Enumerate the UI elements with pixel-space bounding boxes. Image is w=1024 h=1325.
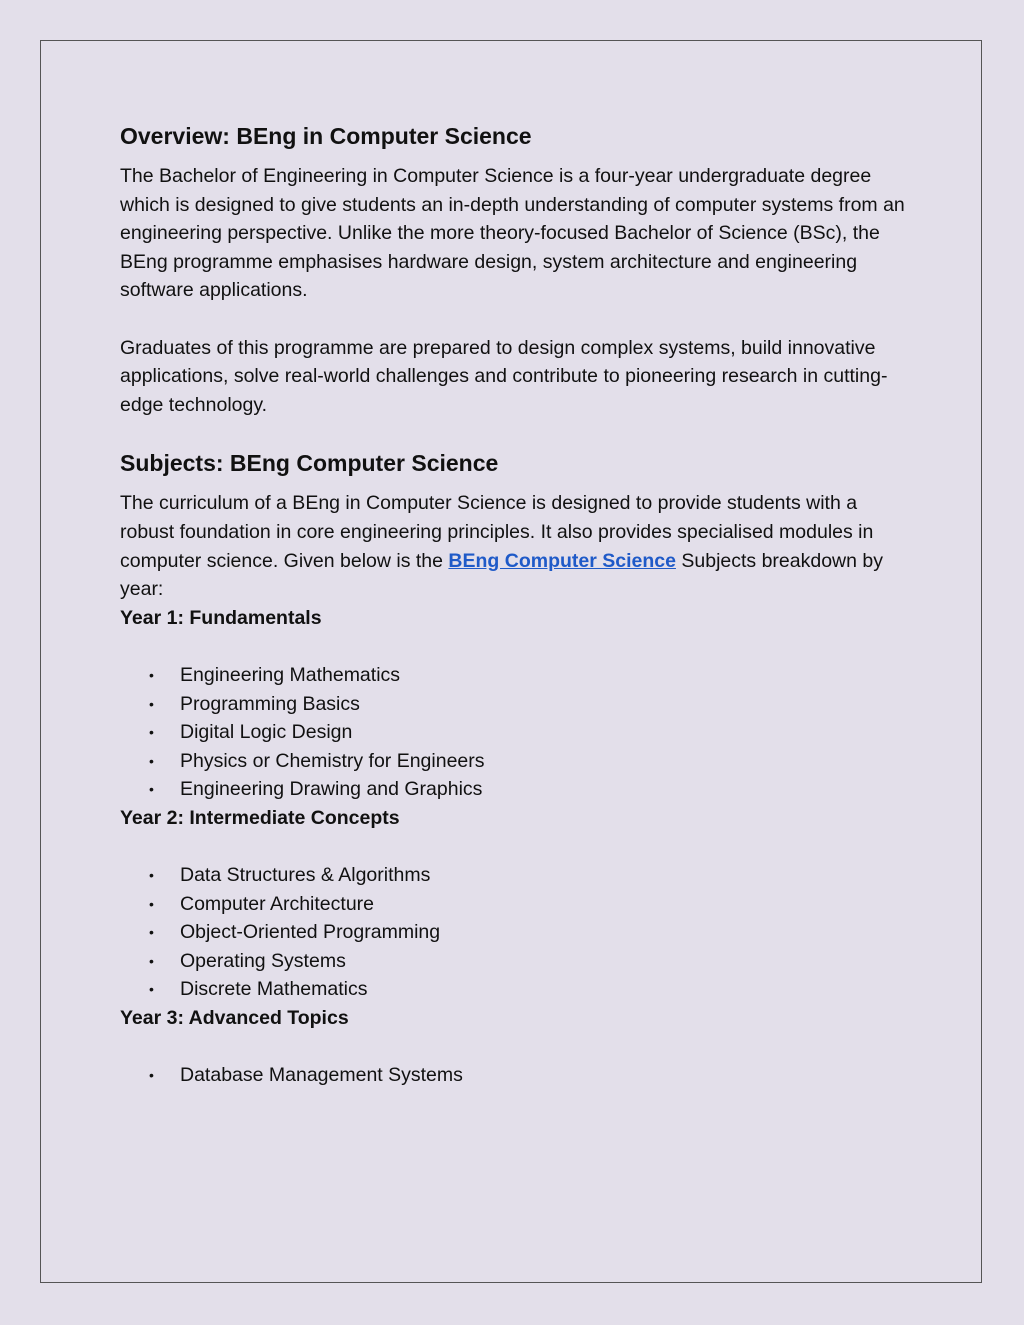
- overview-heading: Overview: BEng in Computer Science: [120, 123, 532, 149]
- bullet-icon: •: [149, 752, 154, 769]
- subject-list-item: [120, 1061, 910, 1090]
- subjects-heading: Subjects: BEng Computer Science: [120, 450, 499, 477]
- bullet-icon: •: [149, 781, 154, 798]
- subject-list-item: [120, 775, 910, 804]
- subject-name: Object-Oriented Programming: [180, 921, 441, 944]
- subjects-intro-text: The curriculum of a BEng in Computer Science is designed to provide students with a robust foundation in core engineering principles. It also provides specialised modules in computer science. Given below is the: [120, 492, 874, 572]
- bullet-icon: •: [149, 666, 154, 683]
- subject-name: Physics or Chemistry for Engineers: [180, 749, 485, 772]
- bullet-icon: •: [149, 952, 154, 969]
- subjects-intro: [120, 489, 910, 603]
- bullet-icon: •: [149, 695, 154, 712]
- subjects-intro-text-end: Subjects breakdown by year:: [120, 549, 883, 601]
- document-content: [120, 118, 910, 1090]
- subject-list-item: [120, 861, 910, 890]
- bullet-icon: •: [149, 895, 154, 912]
- subject-list-item: [120, 661, 910, 690]
- overview-paragraph-1: The Bachelor of Engineering in Computer Science is a four-year undergraduate degree which is designed to give students an in-depth understanding of computer systems from an engineering perspective. Unlike the more theory-focused Bachelor of Science (BSc), the BEng programme emphasises hardware design, system architecture and engineering software applications.: [120, 165, 905, 302]
- subject-name: Database Management Systems: [180, 1064, 463, 1087]
- subject-list-item: [120, 890, 910, 919]
- subject-name: Data Structures & Algorithms: [180, 864, 431, 887]
- overview-paragraph-2: Graduates of this programme are prepared to design complex systems, build innovative applications, solve real-world challenges and contribute to pioneering research in cutting-edge technology.: [120, 336, 888, 416]
- subject-name: Engineering Drawing and Graphics: [180, 778, 483, 801]
- subject-name: Programming Basics: [180, 692, 360, 715]
- subject-list: [120, 861, 910, 1004]
- subject-name: Digital Logic Design: [180, 721, 353, 744]
- subject-name: Engineering Mathematics: [180, 663, 401, 686]
- subject-list: [120, 1061, 910, 1090]
- bullet-icon: •: [149, 724, 154, 741]
- year-heading: Year 2: Intermediate Concepts: [120, 806, 400, 829]
- subject-list-item: [120, 975, 910, 1004]
- subject-list-item: [120, 747, 910, 776]
- bullet-icon: •: [149, 1067, 154, 1084]
- subject-list-item: [120, 947, 910, 976]
- subject-list-item: [120, 718, 910, 747]
- year-heading: Year 1: Fundamentals: [120, 606, 322, 629]
- years-list: [120, 604, 910, 1090]
- bullet-icon: •: [149, 867, 154, 884]
- subject-name: Computer Architecture: [180, 892, 375, 915]
- subject-name: Discrete Mathematics: [180, 978, 368, 1001]
- beng-computer-science-link[interactable]: BEng Computer Science: [448, 549, 676, 572]
- subject-name: Operating Systems: [180, 949, 346, 972]
- subject-list: [120, 661, 910, 804]
- subject-list-item: [120, 918, 910, 947]
- bullet-icon: •: [149, 981, 154, 998]
- bullet-icon: •: [149, 924, 154, 941]
- subject-list-item: [120, 690, 910, 719]
- year-heading: Year 3: Advanced Topics: [120, 1007, 349, 1030]
